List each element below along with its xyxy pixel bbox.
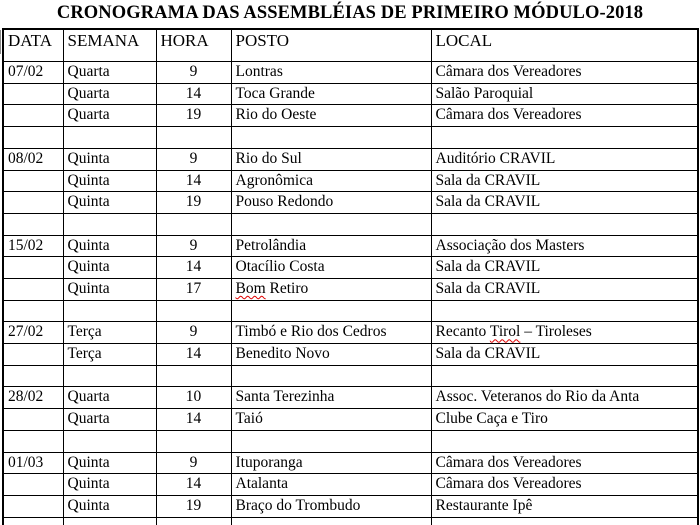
document-title: CRONOGRAMA DAS ASSEMBLÉIAS DE PRIMEIRO MÓDULO-2018 (56, 3, 644, 23)
header-hora: HORA (156, 29, 231, 62)
cell-date (3, 279, 63, 301)
cell-post: Rio do Oeste (231, 105, 431, 127)
cell-hour (156, 300, 231, 322)
cell-post: Pouso Redondo (231, 192, 431, 214)
cell-post: Agronômica (231, 170, 431, 192)
table-row (3, 257, 698, 279)
cell-date: 27/02 (3, 322, 63, 344)
table-row (3, 192, 698, 214)
cell-venue: Câmara dos Vereadores (431, 452, 698, 474)
spacer-row (3, 213, 698, 235)
cell-date (3, 365, 63, 387)
cell-date (3, 170, 63, 192)
cell-venue: Câmara dos Vereadores (431, 105, 698, 127)
cell-date (3, 409, 63, 431)
table-row (3, 409, 698, 431)
page-margin-mark (0, 30, 1, 54)
cell-hour: 10 (156, 387, 231, 409)
cell-date (3, 344, 63, 366)
cell-date (3, 83, 63, 105)
cell-weekday (63, 127, 156, 149)
cell-venue: Sala da CRAVIL (431, 279, 698, 301)
cell-weekday: Quinta (63, 148, 156, 170)
cell-venue: Assoc. Veteranos do Rio da Anta (431, 387, 698, 409)
cell-post: Rio do Sul (231, 148, 431, 170)
schedule-table (2, 28, 699, 525)
cell-weekday: Quinta (63, 474, 156, 496)
header-data: DATA (3, 29, 63, 62)
cell-hour: 14 (156, 474, 231, 496)
cell-weekday: Quarta (63, 62, 156, 84)
cell-post: Petrolândia (231, 235, 431, 257)
cell-post: Ituporanga (231, 452, 431, 474)
cell-post: Toca Grande (231, 83, 431, 105)
cell-venue: Sala da CRAVIL (431, 344, 698, 366)
spacer-row (3, 127, 698, 149)
cell-venue: Restaurante Ipê (431, 495, 698, 517)
cell-venue (431, 127, 698, 149)
cell-hour: 9 (156, 148, 231, 170)
table-row (3, 279, 698, 301)
cell-weekday: Terça (63, 322, 156, 344)
spacer-row (3, 300, 698, 322)
table-row (3, 387, 698, 409)
cell-weekday: Quarta (63, 387, 156, 409)
cell-weekday: Quinta (63, 279, 156, 301)
table-row (3, 170, 698, 192)
header-semana: SEMANA (63, 29, 156, 62)
cell-hour: 14 (156, 344, 231, 366)
cell-venue: Associação dos Masters (431, 235, 698, 257)
cell-weekday: Quinta (63, 235, 156, 257)
cell-venue (431, 300, 698, 322)
cell-weekday: Quinta (63, 452, 156, 474)
cell-weekday (63, 517, 156, 525)
cell-date: 15/02 (3, 235, 63, 257)
table-row (3, 235, 698, 257)
cell-venue: Câmara dos Vereadores (431, 62, 698, 84)
cell-hour: 9 (156, 322, 231, 344)
cell-hour (156, 517, 231, 525)
cell-weekday (63, 300, 156, 322)
cell-hour: 9 (156, 62, 231, 84)
spacer-row (3, 430, 698, 452)
cell-weekday: Quarta (63, 409, 156, 431)
schedule-table-body (3, 62, 698, 525)
cell-venue: Clube Caça e Tiro (431, 409, 698, 431)
table-row (3, 62, 698, 84)
cell-hour: 14 (156, 83, 231, 105)
cell-weekday: Quarta (63, 83, 156, 105)
table-row (3, 148, 698, 170)
cell-hour: 19 (156, 105, 231, 127)
cell-date (3, 192, 63, 214)
cell-venue: Auditório CRAVIL (431, 148, 698, 170)
cell-post (231, 430, 431, 452)
cell-post: Santa Terezinha (231, 387, 431, 409)
cell-venue: Recanto Tirol – Tiroleses (431, 322, 698, 344)
cell-date (3, 127, 63, 149)
spacer-row (3, 517, 698, 525)
misspelled-word: Tirol (489, 323, 521, 341)
cell-venue: Sala da CRAVIL (431, 170, 698, 192)
cell-date (3, 474, 63, 496)
cell-venue (431, 365, 698, 387)
table-row (3, 344, 698, 366)
spacer-row (3, 365, 698, 387)
table-row (3, 105, 698, 127)
cell-hour: 14 (156, 257, 231, 279)
cell-post: Timbó e Rio dos Cedros (231, 322, 431, 344)
cell-venue (431, 213, 698, 235)
cell-hour: 9 (156, 452, 231, 474)
cell-hour (156, 430, 231, 452)
cell-date (3, 105, 63, 127)
cell-date (3, 300, 63, 322)
cell-weekday: Quarta (63, 105, 156, 127)
cell-post (231, 300, 431, 322)
cell-weekday: Quinta (63, 192, 156, 214)
cell-weekday: Terça (63, 344, 156, 366)
cell-post: Benedito Novo (231, 344, 431, 366)
cell-hour (156, 365, 231, 387)
header-posto: POSTO (231, 29, 431, 62)
cell-hour: 17 (156, 279, 231, 301)
misspelled-word: Bom (235, 280, 266, 297)
cell-hour (156, 213, 231, 235)
table-row (3, 452, 698, 474)
cell-post: Taió (231, 409, 431, 431)
cell-date (3, 495, 63, 517)
cell-post (231, 365, 431, 387)
table-row (3, 495, 698, 517)
cell-hour: 9 (156, 235, 231, 257)
cell-post (231, 517, 431, 525)
cell-post: Lontras (231, 62, 431, 84)
cell-weekday: Quinta (63, 257, 156, 279)
cell-date: 28/02 (3, 387, 63, 409)
cell-post: Bom Retiro (231, 279, 431, 301)
cell-venue: Salão Paroquial (431, 83, 698, 105)
cell-weekday (63, 430, 156, 452)
cell-weekday: Quinta (63, 170, 156, 192)
header-row (3, 29, 698, 62)
cell-post (231, 213, 431, 235)
cell-hour: 14 (156, 409, 231, 431)
cell-date: 01/03 (3, 452, 63, 474)
cell-venue (431, 430, 698, 452)
cell-date (3, 213, 63, 235)
cell-date: 07/02 (3, 62, 63, 84)
cell-weekday (63, 365, 156, 387)
cell-date (3, 517, 63, 525)
cell-post: Atalanta (231, 474, 431, 496)
cell-hour: 19 (156, 495, 231, 517)
cell-weekday: Quinta (63, 495, 156, 517)
cell-date: 08/02 (3, 148, 63, 170)
cell-venue: Sala da CRAVIL (431, 257, 698, 279)
cell-hour: 19 (156, 192, 231, 214)
cell-weekday (63, 213, 156, 235)
header-local: LOCAL (431, 29, 698, 62)
cell-post: Braço do Trombudo (231, 495, 431, 517)
cell-venue (431, 517, 698, 525)
table-row (3, 322, 698, 344)
cell-post: Otacílio Costa (231, 257, 431, 279)
cell-hour: 14 (156, 170, 231, 192)
cell-venue: Sala da CRAVIL (431, 192, 698, 214)
table-row (3, 474, 698, 496)
cell-date (3, 257, 63, 279)
cell-post (231, 127, 431, 149)
cell-hour (156, 127, 231, 149)
cell-date (3, 430, 63, 452)
cell-venue: Câmara dos Vereadores (431, 474, 698, 496)
table-row (3, 83, 698, 105)
